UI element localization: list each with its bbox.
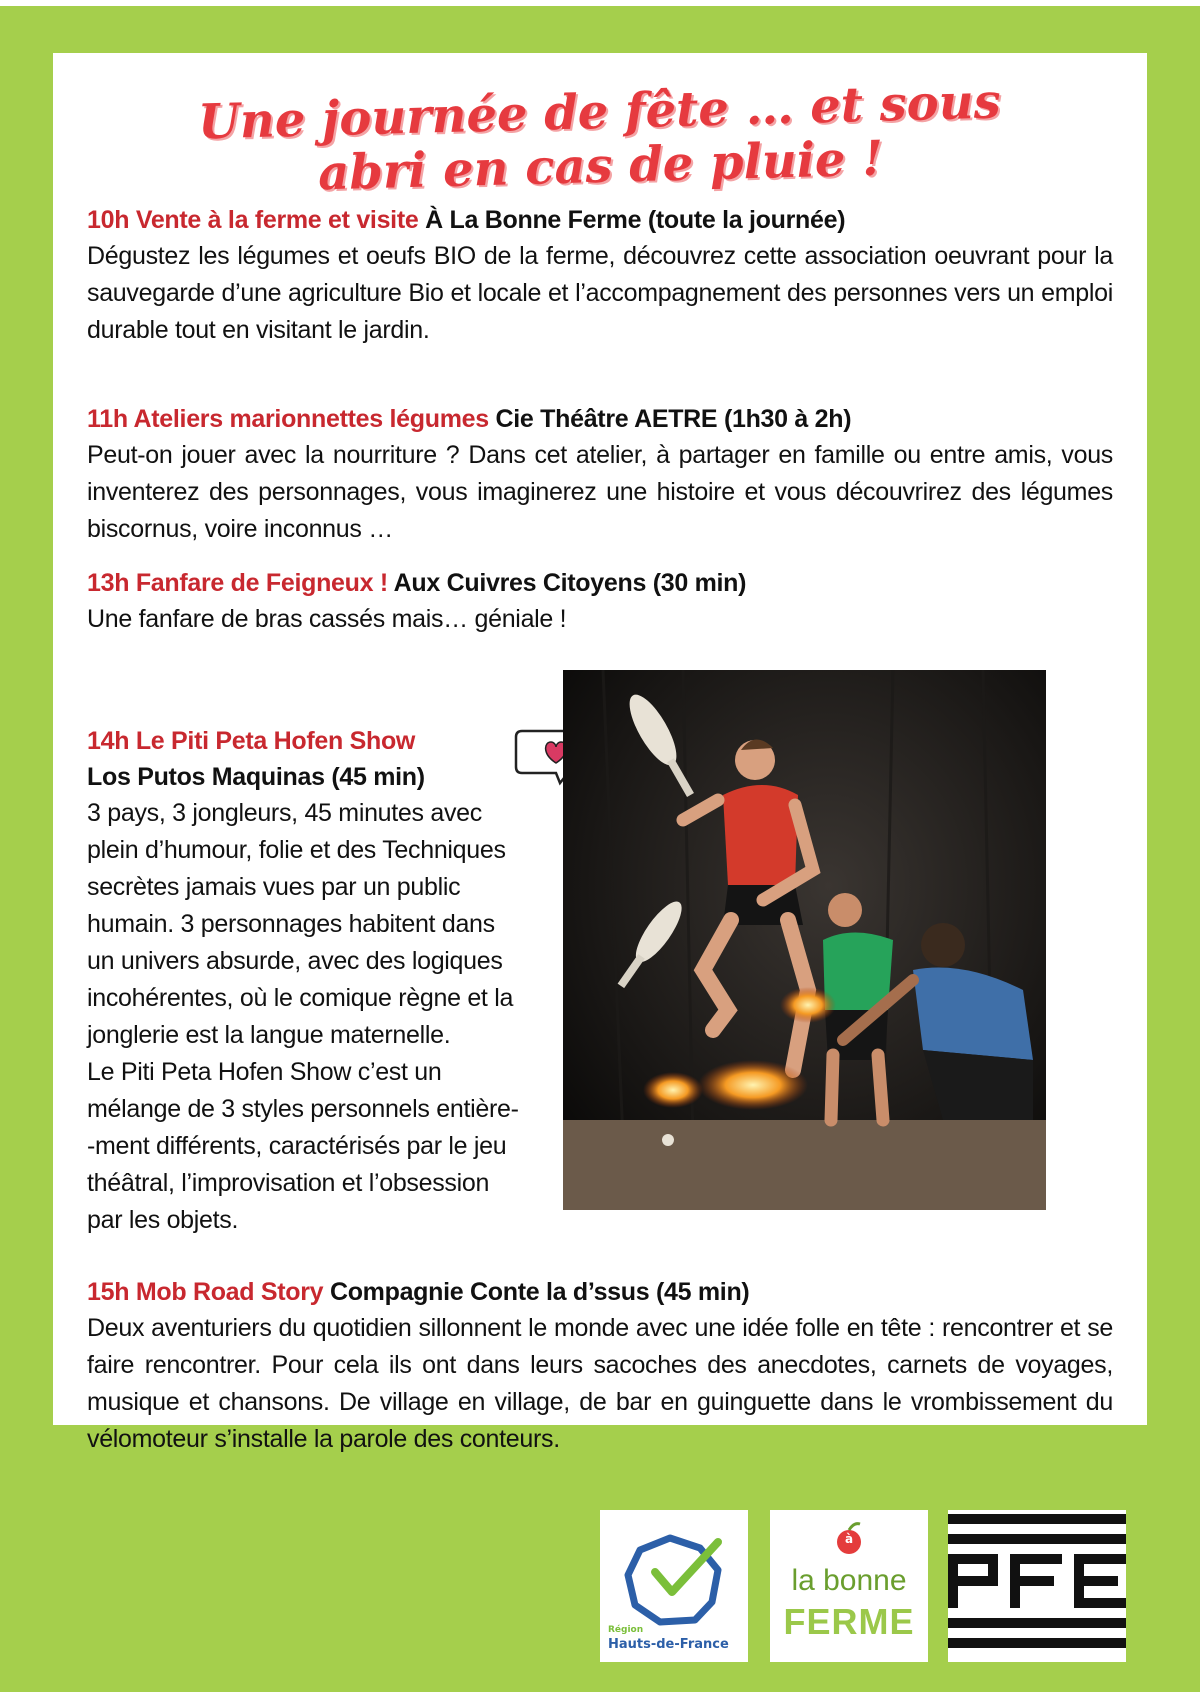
pfe-mark-icon	[948, 1510, 1126, 1662]
event-description: 3 pays, 3 jongleurs, 45 minutes avec plein d’humour, folie et des Techniques secrètes jamais vues par un public humain. 3 personnages habitent dans un univers absurde, avec des logiques incohérentes, où le comique règne et la jonglerie est la langue maternelle. Le Piti Peta Hofen Show c’est un mélange de 3 styles personnels entière- -ment différents, caractérisés par le jeu théâtral, l’improvisation et l’obsession par les objets.	[87, 799, 519, 1234]
event-14h	[87, 723, 607, 1239]
bonne-ferme-line-2: FERME	[783, 1601, 915, 1642]
bonne-ferme-line-1: la bonne	[791, 1564, 907, 1597]
region-label-2: Hauts-de-France	[608, 1637, 729, 1652]
event-time-title: 14h Le Piti Peta Hofen Show	[87, 727, 416, 755]
event-heading	[87, 401, 1113, 437]
event-15h	[87, 1274, 1113, 1458]
jugglers-photo	[563, 670, 1046, 1210]
event-time-title: 15h Mob Road Story	[87, 1278, 324, 1306]
page-title	[52, 71, 1148, 208]
event-time-title: 13h Fanfare de Feigneux !	[87, 569, 388, 597]
top-border	[0, 0, 1200, 6]
bonne-ferme-prefix: à	[844, 1532, 854, 1546]
event-performer: Cie Théâtre AETRE (1h30 à 2h)	[495, 405, 852, 433]
event-description: Une fanfare de bras cassés mais… géniale !	[87, 605, 567, 633]
event-description: Peut-on jouer avec la nourriture ? Dans cet atelier, à partager en famille ou entre amis, vous inventerez des personnages, vous imaginerez une histoire et vous découvrirez des légumes biscornus, voire inconnus …	[87, 441, 1113, 543]
event-description: Dégustez les légumes et oeufs BIO de la ferme, découvrez cette association oeuvrant pour la sauvegarde d’une agriculture Bio et locale et l’accompagnement des personnes vers un emploi durable tout en visitant le jardin.	[87, 242, 1113, 344]
event-13h	[87, 565, 1113, 638]
event-time-title: 10h Vente à la ferme et visite	[87, 206, 419, 234]
pfe-logo	[948, 1510, 1126, 1662]
event-performer: À La Bonne Ferme (toute la journée)	[425, 206, 846, 234]
region-label-1: Région	[608, 1625, 644, 1635]
event-performer: Los Putos Maquinas (45 min)	[87, 763, 425, 791]
bonne-ferme-logo	[770, 1510, 928, 1662]
event-11h	[87, 401, 1113, 548]
event-heading	[87, 202, 1113, 238]
event-heading	[87, 1274, 1113, 1310]
event-10h	[87, 202, 1113, 349]
title-line-1: Une journée de fête … et sous	[197, 73, 1002, 151]
region-logo	[600, 1510, 748, 1662]
event-time-title: 11h Ateliers marionnettes légumes	[87, 405, 489, 433]
event-performer: Aux Cuivres Citoyens (30 min)	[393, 569, 747, 597]
event-description: Deux aventuriers du quotidien sillonnent le monde avec une idée folle en tête : rencontrer et se faire rencontrer. Pour cela ils ont dans leurs sacoches des anecdotes, carnets de voyages, musique et chansons. De village en village, de bar en guinguette dans le vrombissement du vélomoteur s’installe la parole des conteurs.	[87, 1314, 1113, 1453]
event-heading	[87, 565, 1113, 601]
title-line-2: abri en cas de pluie !	[317, 130, 884, 202]
event-performer: Compagnie Conte la d’ssus (45 min)	[329, 1278, 750, 1306]
